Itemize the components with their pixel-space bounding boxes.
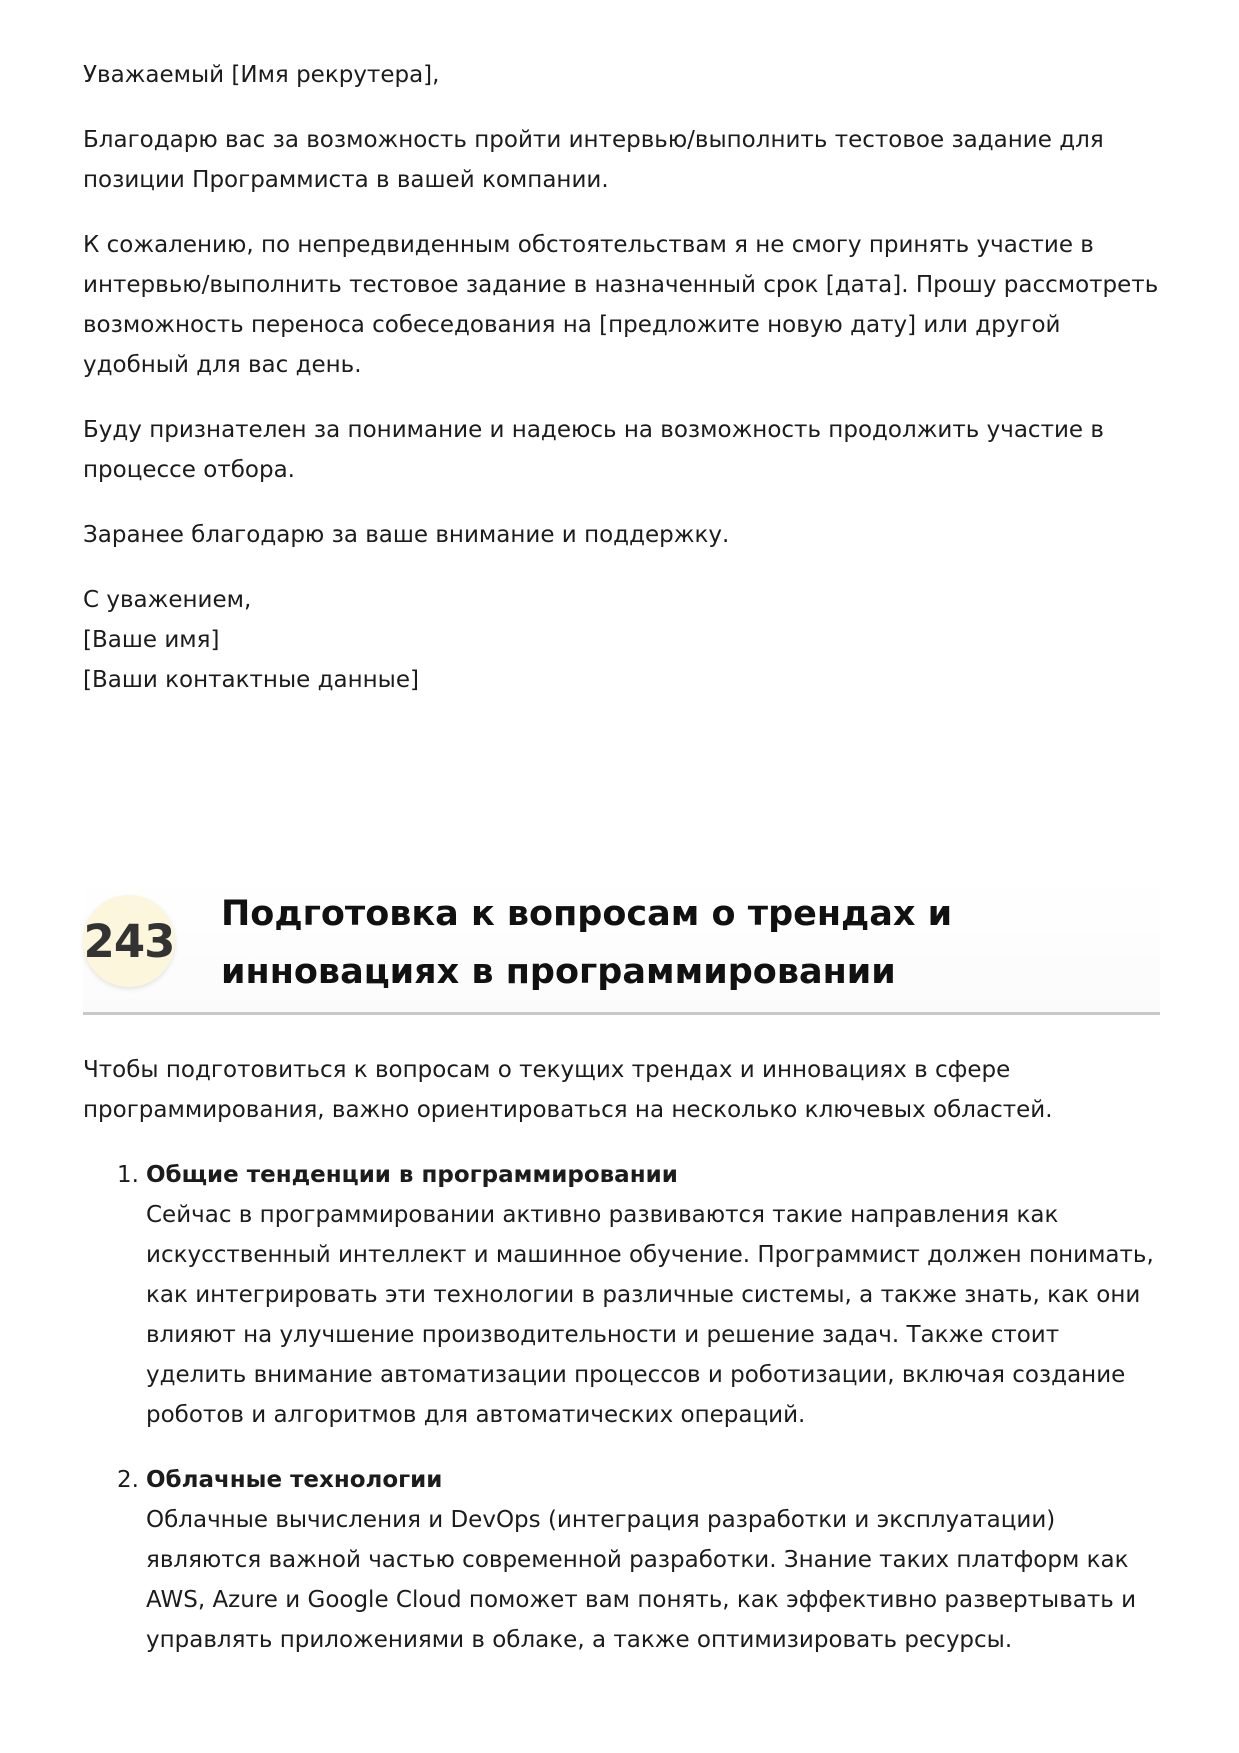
section-intro: Чтобы подготовиться к вопросам о текущих трендах и инновациях в сфере программирования, важно ориентироваться на несколько ключевых областей. bbox=[83, 1057, 1053, 1123]
section-title: Подготовка к вопросам о трендах и инновациях в программировании bbox=[221, 894, 953, 992]
list-item-number: 2. bbox=[117, 1467, 139, 1493]
list-item bbox=[83, 1155, 1160, 1435]
letter-paragraph: К сожалению, по непредвиденным обстоятельствам я не смогу принять участие в интервью/выполнить тестовое задание в назначенный срок [дата]. Прошу рассмотреть возможность переноса собеседования на [предложите новую дату] или другой удобный для вас день. bbox=[83, 232, 1159, 378]
letter-greeting: Уважаемый [Имя рекрутера], bbox=[83, 62, 440, 88]
list-item-text: Сейчас в программировании активно развиваются такие направления как искусственный интеллект и машинное обучение. Программист должен понимать, как интегрировать эти технологии в различные системы, а также знать, как они влияют на улучшение производительности и решение задач. Также стоит уделить внимание автоматизации процессов и роботизации, включая создание роботов и алгоритмов для автоматических операций. bbox=[146, 1202, 1154, 1428]
letter-sender-contacts: [Ваши контактные данные] bbox=[83, 667, 419, 693]
letter bbox=[83, 55, 1160, 700]
letter-paragraph: Буду признателен за понимание и надеюсь на возможность продолжить участие в процессе отбора. bbox=[83, 417, 1104, 483]
list-item bbox=[83, 1460, 1160, 1660]
section-header bbox=[83, 875, 1160, 1015]
section-number: 243 bbox=[83, 914, 175, 968]
section-body bbox=[83, 1050, 1160, 1685]
letter-signature bbox=[83, 580, 1160, 700]
letter-paragraph: Благодарю вас за возможность пройти интервью/выполнить тестовое задание для позиции Программиста в вашей компании. bbox=[83, 127, 1104, 193]
letter-sender-name: [Ваше имя] bbox=[83, 627, 220, 653]
list-item-title: Облачные технологии bbox=[146, 1467, 443, 1493]
letter-closing: С уважением, bbox=[83, 587, 252, 613]
section-number-badge bbox=[83, 895, 175, 987]
list-item-title: Общие тенденции в программировании bbox=[146, 1162, 678, 1188]
list-item-text: Облачные вычисления и DevOps (интеграция разработки и эксплуатации) являются важной частью современной разработки. Знание таких платформ как AWS, Azure и Google Cloud поможет вам понять, как эффективно развертывать и управлять приложениями в облаке, а также оптимизировать ресурсы. bbox=[146, 1507, 1137, 1653]
topic-list bbox=[83, 1155, 1160, 1660]
letter-paragraph: Заранее благодарю за ваше внимание и поддержку. bbox=[83, 522, 730, 548]
list-item-number: 1. bbox=[117, 1162, 139, 1188]
